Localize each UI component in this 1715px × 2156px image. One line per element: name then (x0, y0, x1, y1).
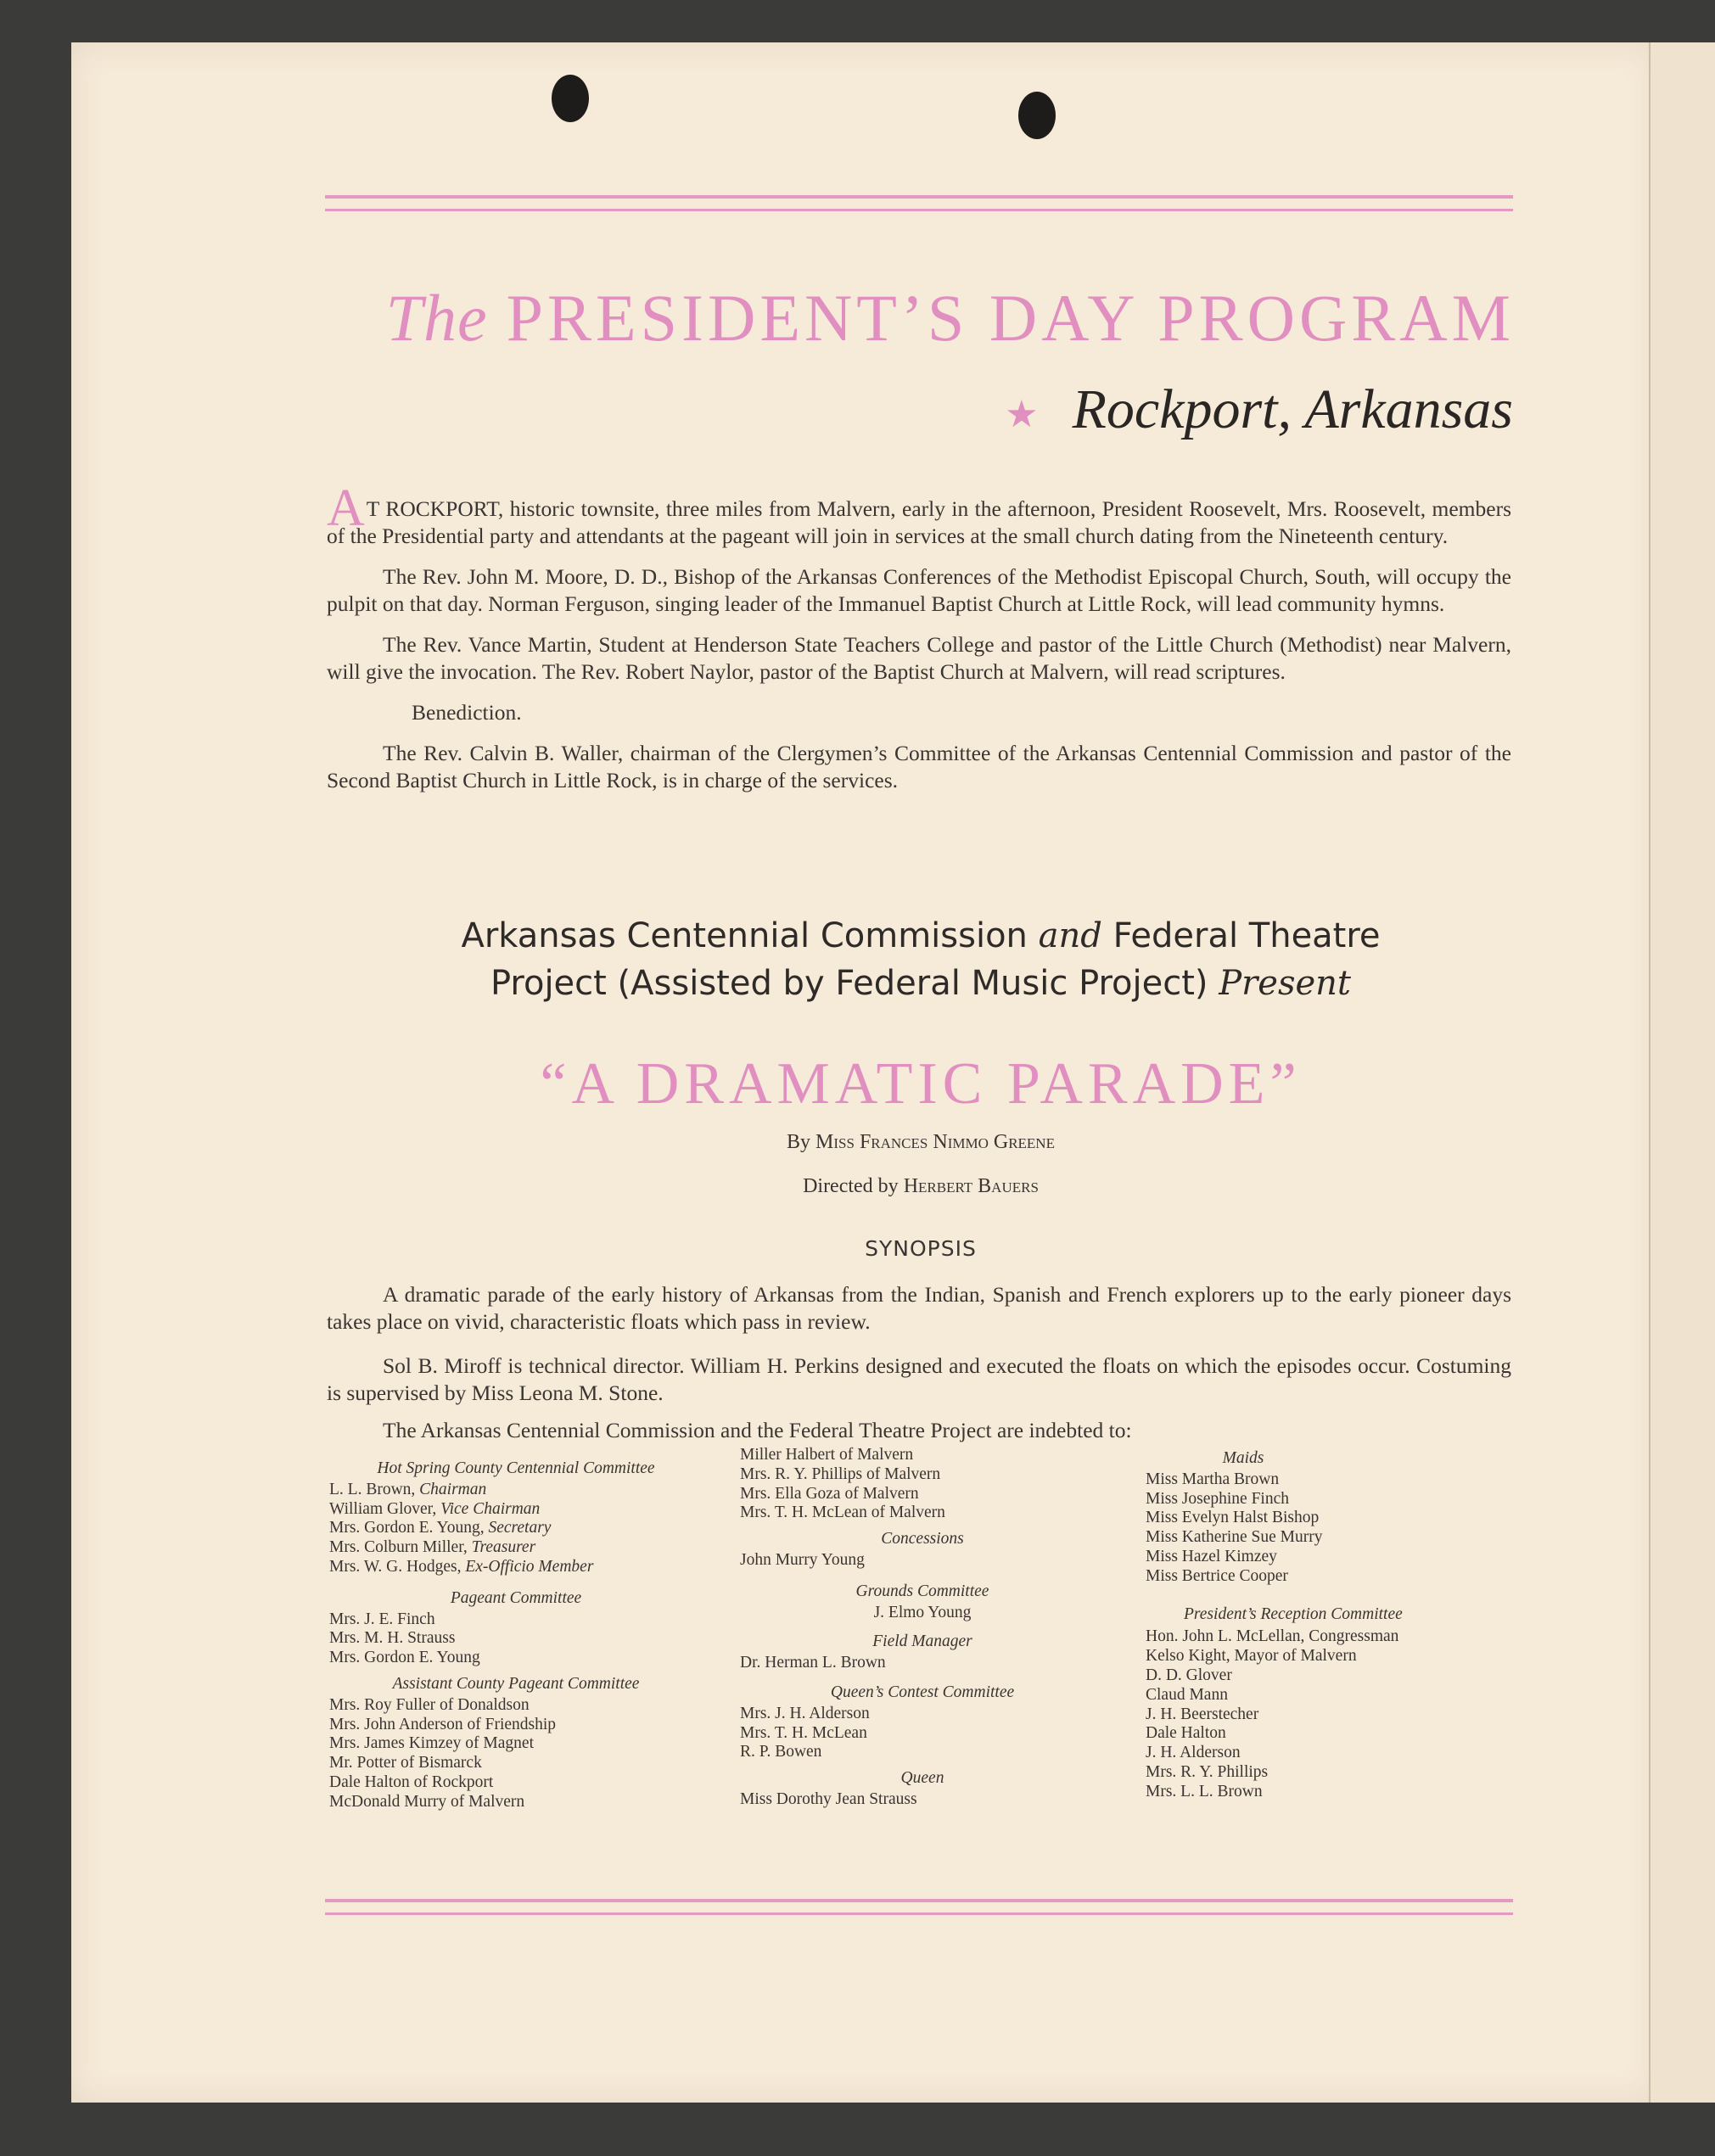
play-title: “A DRAMATIC PARADE” (540, 1051, 1302, 1117)
queen-heading: Queen (900, 1769, 944, 1788)
list-item: J. Elmo Young (873, 1603, 972, 1621)
list-item: Miss Evelyn Halst Bishop (1146, 1509, 1320, 1527)
bottom-rule-2 (325, 1912, 1513, 1915)
benediction: Benediction. (412, 700, 522, 725)
presenters-line-1: Arkansas Centennial Commission and Federal Theatre (461, 916, 1381, 955)
list-item: J. H. Beerstecher (1146, 1705, 1259, 1723)
synopsis-paragraph-3: The Arkansas Centennial Commission and the Federal Theatre Project are indebted to: (383, 1418, 1132, 1442)
pageant-heading: Pageant Committee (450, 1588, 582, 1607)
director-line: Directed by Herbert Bauers (803, 1175, 1039, 1197)
top-rule-1 (325, 195, 1513, 199)
intro-section (327, 479, 1511, 794)
list-item: Dale Halton of Rockport (329, 1772, 494, 1791)
list-item: Miss Katherine Sue Murry (1146, 1528, 1323, 1547)
intro-paragraph-5: The Rev. Calvin B. Waller, chairman of the Clergymen’s Committee of the Arkansas Centennial Commission and pastor of the Second Baptist Church in Little Rock, is in charge of the services. (327, 741, 1511, 792)
list-item: D. D. Glover (1146, 1666, 1232, 1684)
program-title (327, 280, 1515, 356)
queens-contest-heading: Queen’s Contest Committee (830, 1683, 1015, 1701)
list-item: John Murry Young (740, 1550, 865, 1569)
list-item: Hon. John L. McLellan, Congressman (1146, 1627, 1399, 1646)
punch-hole-left (552, 75, 589, 122)
page-fold (1649, 42, 1651, 2103)
list-item: Mrs. W. G. Hodges, Ex-Officio Member (329, 1557, 594, 1576)
list-item: Kelso Kight, Mayor of Malvern (1146, 1647, 1357, 1666)
list-item: L. L. Brown, Chairman (329, 1480, 487, 1498)
title-the: The (385, 281, 488, 355)
director-name: Herbert Bauers (903, 1175, 1039, 1197)
synopsis-paragraph-2: Sol B. Miroff is technical director. William H. Perkins designed and executed the floats on which the episodes occur. Costuming is supervised by Miss Leona M. Stone. (327, 1353, 1511, 1405)
intro-paragraph-1: A T ROCKPORT, historic townsite, three miles from Malvern, early in the afternoon, President Roosevelt, Mrs. Roosevelt, members of the Presidential party and attendants at the pageant will join in services at the small church dating from the Nineteenth century. (327, 479, 1511, 548)
intro-paragraph-3: The Rev. Vance Martin, Student at Henderson State Teachers College and pastor of the Little Church (Methodist) near Malvern, will give the invocation. The Rev. Robert Naylor, pastor of the Baptist Church at Malvern, will read scriptures. (327, 632, 1511, 684)
presenters-line-2: Project (Assisted by Federal Music Project) Present (490, 964, 1351, 1003)
top-rule-2 (325, 209, 1513, 211)
committee-column-3 (1146, 1442, 1502, 1802)
list-item: Mrs. James Kimzey of Magnet (329, 1734, 534, 1753)
list-item: Mrs. Colburn Miller, Treasurer (329, 1538, 536, 1557)
list-item: Mrs. Gordon E. Young, Secretary (329, 1519, 552, 1537)
field-manager-heading: Field Manager (872, 1632, 972, 1651)
list-item: Dale Halton (1146, 1724, 1226, 1743)
reception-heading: President’s Reception Committee (1184, 1604, 1403, 1623)
intro-paragraph-2: The Rev. John M. Moore, D. D., Bishop of the Arkansas Conferences of the Methodist Episcopal Church, South, will occupy the pulpit on that day. Norman Ferguson, singing leader of the Immanuel Baptist Church at Little Rock, will lead community hymns. (327, 564, 1511, 616)
punch-hole-right (1018, 92, 1056, 139)
list-item: R. P. Bowen (740, 1743, 822, 1761)
location-text: Rockport, Arkansas (1072, 378, 1513, 440)
synopsis-paragraph-1: A dramatic parade of the early history of Arkansas from the Indian, Spanish and French explorers up to the early pioneer days takes place on vivid, characteristic floats which pass in review. (327, 1282, 1511, 1334)
list-item: Mrs. L. L. Brown (1146, 1782, 1263, 1800)
list-item: Mrs. Roy Fuller of Donaldson (329, 1695, 530, 1714)
list-item: Mr. Potter of Bismarck (329, 1754, 482, 1772)
list-item: Mrs. J. E. Finch (329, 1610, 435, 1628)
list-item: William Glover, Vice Chairman (329, 1499, 541, 1518)
location-heading (849, 378, 1513, 442)
list-item: Miss Josephine Finch (1146, 1489, 1290, 1508)
committee-column-1 (329, 1453, 703, 1812)
next-page-edge (1651, 42, 1715, 2103)
grounds-heading: Grounds Committee (855, 1582, 989, 1600)
synopsis-heading: SYNOPSIS (865, 1236, 977, 1261)
list-item: Mrs. Gordon E. Young (329, 1649, 480, 1667)
list-item: Miss Bertrice Cooper (1146, 1566, 1288, 1585)
list-item: Mrs. T. H. McLean (740, 1723, 867, 1742)
bottom-rule-1 (325, 1899, 1513, 1902)
assistant-heading: Assistant County Pageant Committee (392, 1674, 640, 1693)
list-item: Mrs. M. H. Strauss (329, 1629, 456, 1648)
star-icon: ★ (1005, 394, 1039, 436)
list-item: McDonald Murry of Malvern (329, 1792, 525, 1811)
hot-spring-heading: Hot Spring County Centennial Committee (377, 1459, 655, 1477)
presenters-heading (327, 912, 1515, 1007)
list-item: Claud Mann (1146, 1685, 1228, 1704)
list-item: Mrs. John Anderson of Friendship (329, 1715, 557, 1733)
list-item: Mrs. R. Y. Phillips of Malvern (740, 1464, 941, 1483)
maids-heading: Maids (1222, 1449, 1264, 1467)
list-item: Miss Hazel Kimzey (1146, 1547, 1277, 1565)
list-item: Mrs. R. Y. Phillips (1146, 1762, 1269, 1781)
list-item: Mrs. Ella Goza of Malvern (740, 1484, 919, 1503)
list-item: Miss Martha Brown (1146, 1470, 1280, 1488)
synopsis-section (327, 1281, 1511, 1444)
list-item: Dr. Herman L. Brown (740, 1654, 886, 1672)
list-item: Mrs. T. H. McLean of Malvern (740, 1504, 945, 1522)
author-name: Miss Frances Nimmo Greene (815, 1131, 1055, 1153)
list-item: Miss Dorothy Jean Strauss (740, 1789, 917, 1808)
committee-column-2 (740, 1446, 1105, 1810)
title-main: PRESIDENT’S DAY PROGRAM (506, 281, 1515, 355)
list-item: Mrs. J. H. Alderson (740, 1704, 870, 1722)
drop-cap: A (327, 479, 365, 537)
concessions-heading: Concessions (881, 1530, 964, 1548)
list-item: Miller Halbert of Malvern (740, 1446, 914, 1464)
list-item: J. H. Alderson (1146, 1744, 1241, 1762)
author-line: By Miss Frances Nimmo Greene (787, 1131, 1055, 1153)
